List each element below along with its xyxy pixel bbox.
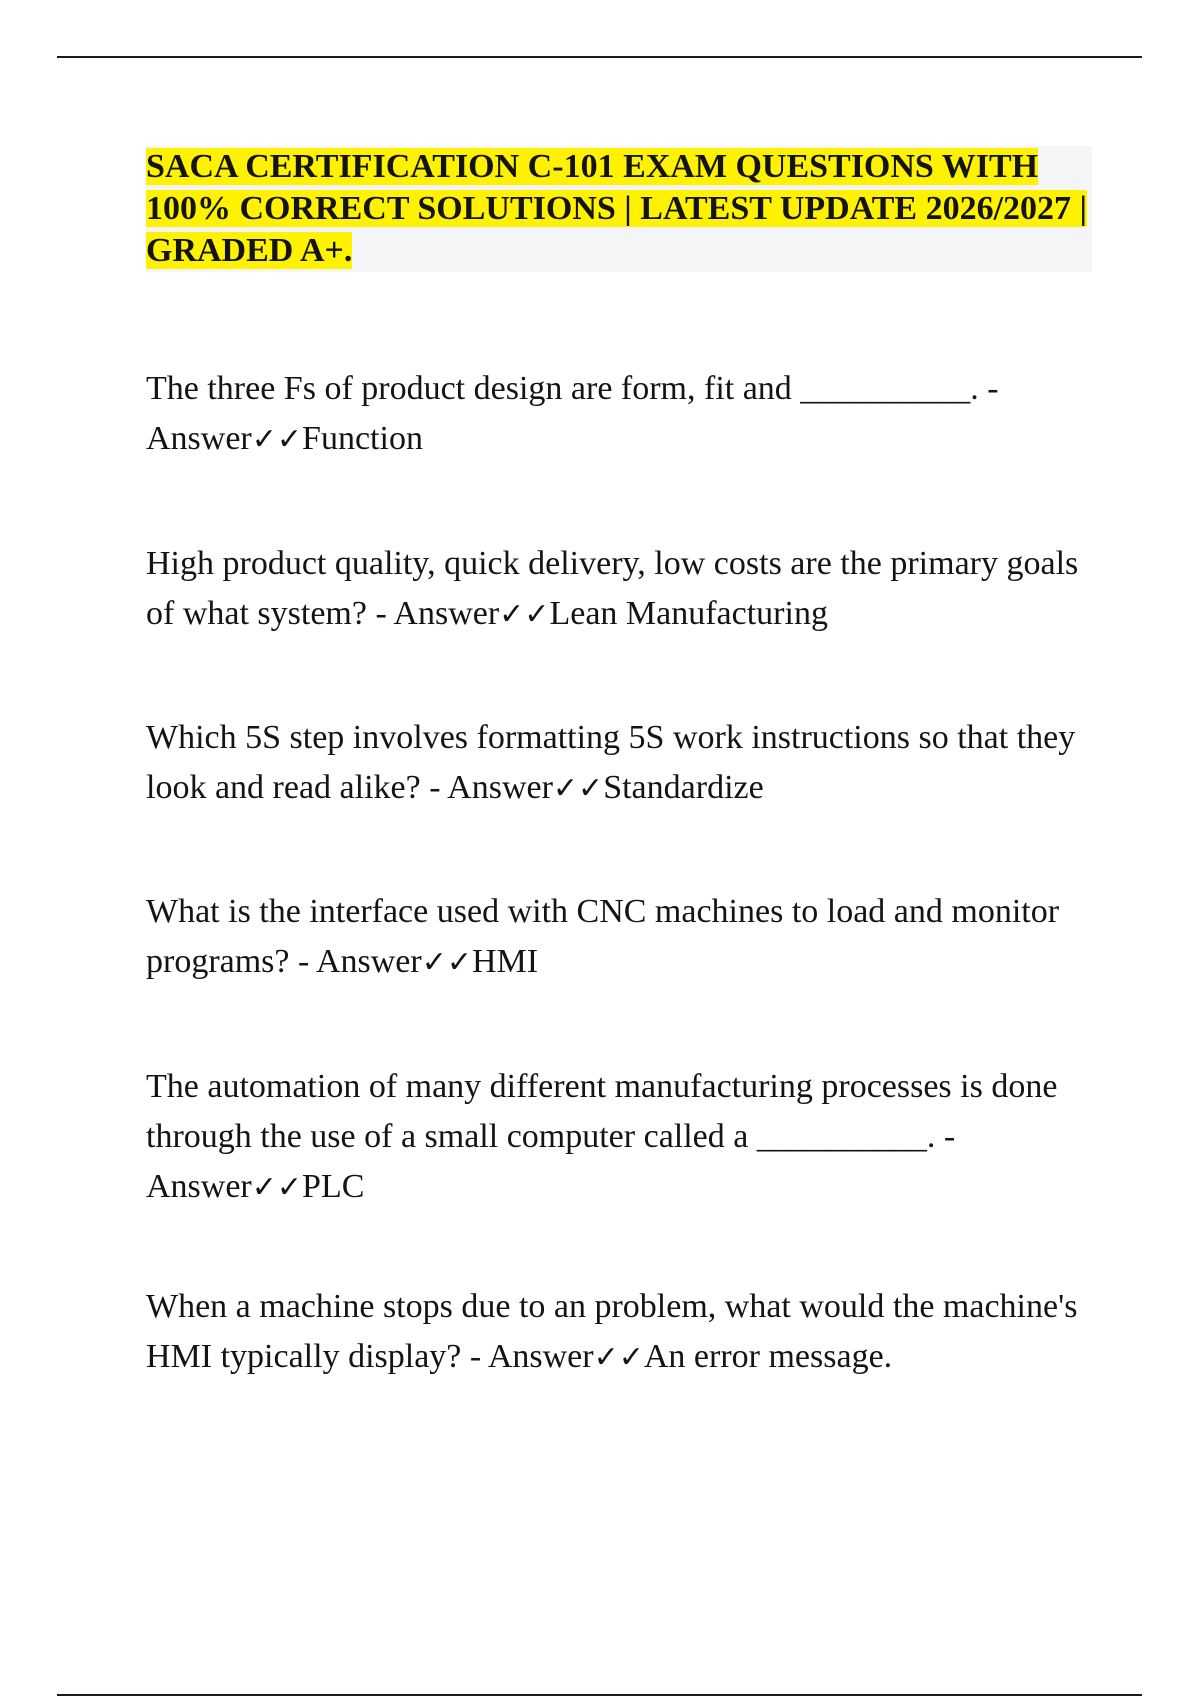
checkmark-icon: ✓✓ xyxy=(499,597,550,632)
document-title xyxy=(146,146,1092,272)
checkmark-icon: ✓✓ xyxy=(552,771,604,806)
title-highlight: SACA CERTIFICATION C-101 EXAM QUESTIONS WITH 100% CORRECT SOLUTIONS | LATEST UPDATE 2026/2027 | GRADED A+. xyxy=(146,148,1088,269)
qa-item xyxy=(146,1282,1096,1383)
answer-label: Answer xyxy=(146,1168,252,1205)
checkmark-icon: ✓✓ xyxy=(251,422,303,457)
answer-label: Answer xyxy=(393,595,500,632)
question-text: Which 5S step involves formatting 5S work instructions so that they look and read alike? - xyxy=(146,719,1076,806)
checkmark-icon: ✓✓ xyxy=(251,1170,303,1205)
answer-text: Standardize xyxy=(603,769,764,806)
qa-item xyxy=(146,364,1096,465)
title-block xyxy=(146,146,1092,272)
answer-label: Answer xyxy=(315,943,422,980)
question-text: The three Fs of product design are form, fit and __________. - xyxy=(146,370,999,407)
qa-item xyxy=(146,713,1096,814)
answer-text: Function xyxy=(302,420,423,457)
answer-text: HMI xyxy=(472,943,539,980)
top-rule xyxy=(57,56,1142,58)
question-text: When a machine stops due to an problem, what would the machine's HMI typically display? - xyxy=(146,1288,1078,1375)
checkmark-icon: ✓✓ xyxy=(421,945,472,980)
answer-label: Answer xyxy=(447,769,553,806)
answer-label: Answer xyxy=(487,1338,594,1375)
checkmark-icon: ✓✓ xyxy=(593,1340,644,1375)
question-text: What is the interface used with CNC machines to load and monitor programs? - xyxy=(146,893,1060,980)
answer-text: An error message. xyxy=(643,1338,893,1375)
question-text: High product quality, quick delivery, low costs are the primary goals of what system? - xyxy=(146,545,1079,632)
qa-item xyxy=(146,539,1096,640)
qa-item xyxy=(146,1062,1096,1213)
bottom-rule xyxy=(57,1694,1142,1696)
answer-label: Answer xyxy=(146,420,252,457)
qa-item xyxy=(146,887,1096,988)
question-text: The automation of many different manufacturing processes is done through the use of a small computer called a __________. - xyxy=(146,1068,1058,1155)
answer-text: Lean Manufacturing xyxy=(549,595,828,632)
answer-text: PLC xyxy=(302,1168,365,1205)
